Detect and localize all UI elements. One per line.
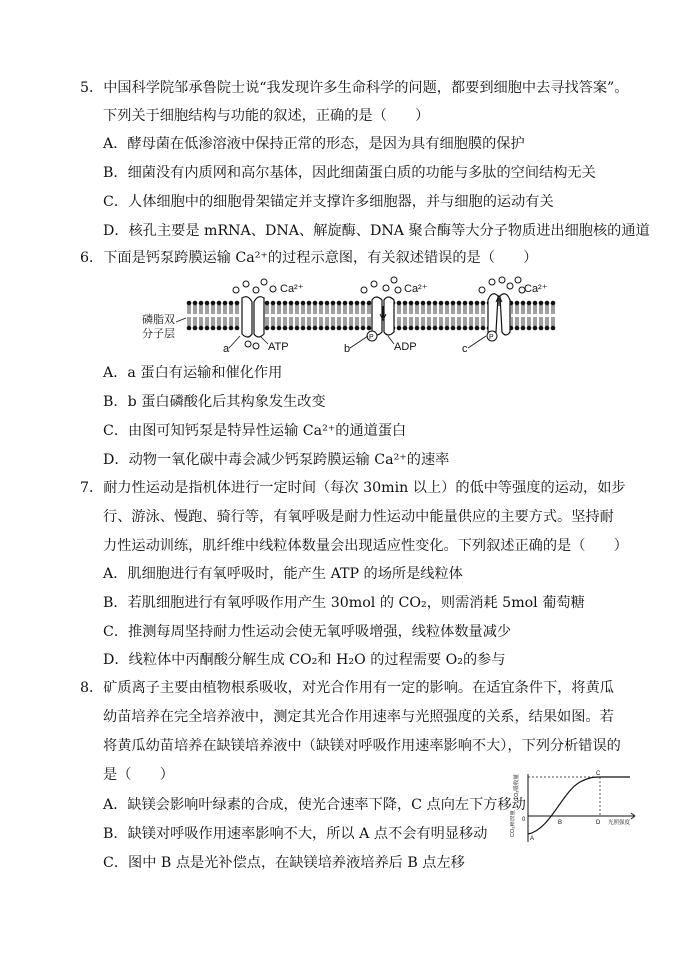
q7-stem-line3: 力性运动训练，肌纤维中线粒体数量会出现适应性变化。下列叙述正确的是（ ）: [103, 538, 628, 554]
q6-option-a: A．a 蛋白有运输和催化作用: [103, 365, 283, 381]
panel-a: [187, 279, 318, 355]
photosynthesis-light-graph: [510, 770, 640, 850]
q6-option-d: D．动物一氧化碳中毒会减少钙泵跨膜运输 Ca²⁺的速率: [103, 452, 450, 468]
q8-stem-line4: 是（ ）: [103, 767, 174, 783]
ca-label-c: Ca²⁺: [524, 283, 548, 295]
q5-option-b: B．细菌没有内质网和高尔基体，因此细菌蛋白质的功能与多肽的空间结构无关: [103, 165, 596, 181]
graph-point-b: B: [558, 820, 563, 826]
membrane-label-2: 分子层: [142, 328, 175, 340]
phosphate-label-b: P: [369, 334, 374, 341]
q8-stem-line3: 将黄瓜幼苗培养在缺镁培养液中（缺镁对呼吸作用速率影响不大），下列分析错误的: [103, 738, 621, 754]
q5-option-a: A．酵母菌在低渗溶液中保持正常的形态，是因为具有细胞膜的保护: [103, 136, 525, 152]
membrane-label-1: 磷脂双: [142, 314, 175, 326]
ca-label-a: Ca²⁺: [280, 283, 304, 295]
label-c: c: [462, 343, 468, 355]
graph-xlabel: 光照强度: [608, 820, 631, 826]
q7-option-b: B．若肌细胞进行有氧呼吸作用产生 30mol 的 CO₂，则需消耗 5mol 葡萄糖: [103, 595, 585, 611]
graph-point-a: A: [530, 836, 535, 842]
q7-option-d: D．线粒体中丙酮酸分解生成 CO₂和 H₂O 的过程需要 O₂的参与: [103, 652, 506, 668]
q5-stem-line2: 下列关于细胞结构与功能的叙述，正确的是（ ）: [103, 108, 430, 124]
adp-label: ADP: [394, 341, 417, 353]
atp-label: ATP: [268, 341, 289, 353]
q6-option-b: B．b 蛋白磷酸化后其构象发生改变: [103, 394, 326, 410]
q6-stem-line1: 6．下面是钙泵跨膜运输 Ca²⁺的过程示意图，有关叙述错误的是（ ）: [80, 250, 538, 266]
panel-c: [439, 277, 556, 355]
graph-point-c: C: [596, 771, 601, 777]
q5-stem-line1: 5．中国科学院邹承鲁院士说“我发现许多生命科学的问题，都要到细胞中去寻找答案”。: [80, 80, 629, 96]
q5-option-c: C．人体细胞中的细胞骨架锚定并支撑许多细胞器，并与细胞的运动有关: [103, 194, 554, 210]
graph-ylabel-top: CO₂吸收量: [514, 774, 520, 801]
calcium-pump-diagram: [136, 276, 556, 358]
ca-label-b: Ca²⁺: [404, 283, 428, 295]
q7-option-c: C．推测每周坚持耐力性运动会使无氧呼吸增强，线粒体数量减少: [103, 624, 512, 640]
q5-option-d: D．核孔主要是 mRNA、DNA、解旋酶、DNA 聚合酶等大分子物质进出细胞核的通道: [103, 223, 650, 239]
q8-option-b: B．缺镁对呼吸作用速率影响不大，所以 A 点不会有明显移动: [103, 826, 488, 842]
q8-option-a: A．缺镁会影响叶绿素的合成，使光合速率下降，C 点向左下方移动: [103, 797, 526, 813]
q7-option-a: A．肌细胞进行有氧呼吸时，能产生 ATP 的场所是线粒体: [103, 566, 463, 582]
panel-b: [319, 277, 438, 355]
label-a: a: [223, 343, 230, 355]
graph-ylabel-bottom: CO₂释放量: [510, 810, 516, 837]
q6-option-c: C．由图可知钙泵是特异性运输 Ca²⁺的通道蛋白: [103, 423, 407, 439]
q7-stem-line2: 行、游泳、慢跑、骑行等，有氧呼吸是耐力性运动中能量供应的主要方式。坚持耐: [103, 509, 614, 525]
graph-point-d: D: [596, 820, 601, 826]
q8-stem-line1: 8．矿质离子主要由植物根系吸收，对光合作用有一定的影响。在适宜条件下，将黄瓜: [80, 680, 614, 696]
q7-stem-line1: 7．耐力性运动是指机体进行一定时间（每次 30min 以上）的低中等强度的运动，如步: [80, 480, 626, 496]
q8-stem-line2: 幼苗培养在完全培养液中，测定其光合作用速率与光照强度的关系，结果如图。若: [103, 709, 614, 725]
graph-origin: 0: [522, 817, 526, 823]
q8-option-c: C．图中 B 点是光补偿点，在缺镁培养液培养后 B 点左移: [103, 855, 465, 871]
phosphate-label-c: P: [489, 334, 494, 341]
label-b: b: [344, 343, 351, 355]
